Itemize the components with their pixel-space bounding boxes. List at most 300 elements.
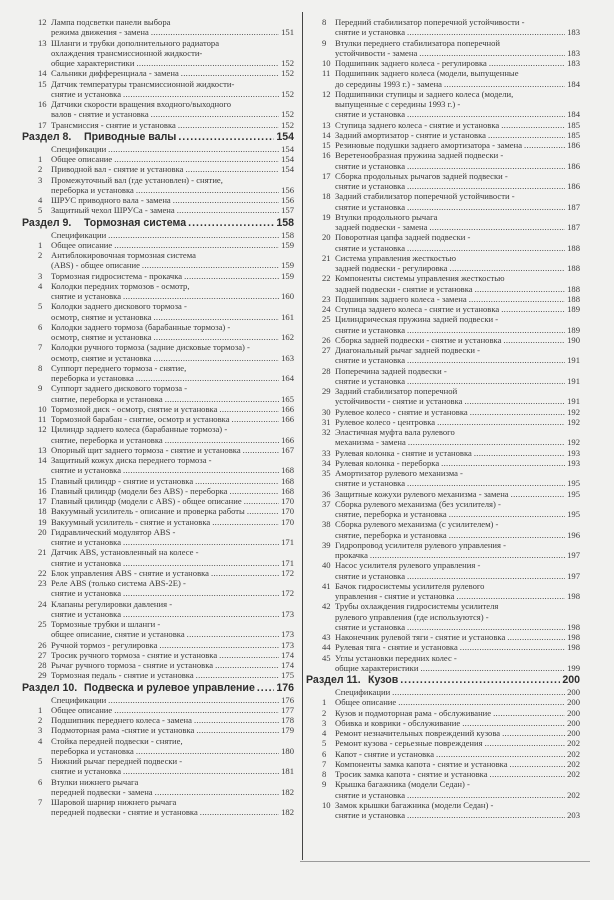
entry-line: [38, 486, 294, 496]
entry-line: [38, 164, 294, 174]
entry-page: 193: [567, 447, 580, 458]
dot-leader: [501, 120, 565, 130]
dot-leader: [407, 810, 565, 820]
dot-leader: [407, 571, 565, 581]
toc-entry: [322, 759, 580, 769]
toc-entry: [322, 581, 580, 602]
entry-text: Блок управления ABS - снятие и установка: [51, 567, 209, 578]
entry-line: [322, 243, 580, 253]
entry-line: [38, 185, 294, 195]
entry-text: снятие и установка: [51, 465, 122, 476]
toc-entry: [38, 725, 294, 735]
dot-leader: [470, 407, 565, 417]
entry-number: 3: [322, 717, 327, 728]
toc-entry: [38, 99, 294, 120]
toc-entry: [322, 407, 580, 417]
entry-number: 9: [322, 37, 327, 48]
entry-number: 20: [38, 526, 47, 537]
entry-text: Шланги и трубки дополнительного радиатора: [51, 37, 220, 48]
entry-number: 2: [322, 707, 327, 718]
dot-leader: [151, 27, 279, 37]
entry-line: [38, 578, 294, 588]
toc-entry: [322, 150, 580, 171]
entry-text: Обивка и коврики - обслуживание: [335, 717, 461, 728]
entry-text: снятие и установка: [335, 570, 406, 581]
entry-line: [38, 777, 294, 787]
entry-number: 18: [322, 191, 331, 202]
entry-page: 175: [281, 670, 294, 681]
entry-number: 16: [322, 150, 331, 161]
dot-leader: [219, 404, 279, 414]
dot-leader: [489, 58, 565, 68]
toc-entry: [322, 800, 580, 821]
toc-entry: [38, 271, 294, 281]
entry-page: 182: [281, 807, 294, 818]
entry-line: [322, 509, 580, 519]
entry-line: [38, 404, 294, 414]
entry-line: [38, 312, 294, 322]
entry-page: 188: [567, 293, 580, 304]
dot-leader: [153, 312, 279, 322]
entry-line: [38, 715, 294, 725]
entry-text: Амортизатор рулевого механизма -: [335, 468, 463, 478]
entry-text: Рулевая колонка - снятие и установка: [335, 447, 472, 458]
entry-number: 3: [38, 725, 43, 736]
dot-leader: [449, 509, 565, 519]
entry-page: 161: [281, 311, 294, 322]
toc-entry: [322, 468, 580, 489]
entry-line: [322, 810, 580, 820]
toc-entry: [38, 640, 294, 650]
entry-page: 195: [567, 478, 580, 489]
entry-text: общее описание, снятие и установка: [51, 629, 185, 640]
toc-entry: [38, 506, 294, 516]
dot-leader: [123, 537, 279, 547]
entry-line: [322, 335, 580, 345]
entry-number: 15: [38, 78, 47, 89]
dot-leader: [407, 243, 565, 253]
toc-entry: [38, 527, 294, 548]
entry-text: Спецификации: [51, 143, 107, 154]
entry-page: 168: [281, 475, 294, 486]
toc-entry: [322, 130, 580, 140]
entry-text: Стойка передней подвески - снятие,: [51, 735, 183, 746]
entry-number: 32: [322, 427, 331, 437]
toc-entry: [38, 705, 294, 715]
entry-page: 198: [567, 591, 580, 601]
toc-entry: [38, 154, 294, 164]
entry-text: Общее описание: [51, 154, 113, 164]
entry-line: [38, 230, 294, 240]
dot-leader: [123, 588, 279, 598]
section-heading: [22, 130, 294, 144]
bottom-rule: [300, 861, 590, 862]
dot-leader: [136, 746, 279, 756]
dot-leader: [188, 216, 274, 230]
entry-line: [322, 17, 580, 27]
entry-text: Шаровой шарнир нижнего рычага: [51, 797, 177, 807]
entry-text: снятие и установка: [335, 478, 406, 489]
toc-entry: [322, 253, 580, 274]
entry-text: снятие и установка: [335, 27, 406, 38]
dot-leader: [510, 759, 566, 769]
dot-leader: [407, 181, 565, 191]
toc-entry: [322, 232, 580, 253]
entry-number: 19: [322, 211, 331, 222]
toc-entry: [38, 120, 294, 130]
entry-text: ШРУС приводного вала - замена: [51, 195, 171, 205]
entry-number: 5: [322, 738, 327, 749]
toc-entry: [38, 322, 294, 343]
entry-text: передней подвески - замена: [51, 786, 153, 797]
entry-line: [38, 435, 294, 445]
entry-text: Спецификации: [51, 694, 107, 705]
entry-page: 202: [567, 748, 580, 759]
entry-text: снятие и установка: [335, 621, 406, 632]
entry-page: 186: [567, 140, 580, 150]
entry-line: [38, 240, 294, 250]
entry-text: Нижний рычаг передней подвески -: [51, 756, 183, 766]
entry-text: Колодки заднего тормоза (барабанные тормоза) -: [51, 321, 231, 332]
entry-number: 27: [38, 649, 47, 660]
dot-leader: [200, 807, 279, 817]
entry-number: 24: [38, 598, 47, 609]
entry-text: Задний стабилизатор поперечной устойчивости -: [335, 191, 515, 202]
entry-number: 40: [322, 560, 331, 571]
toc-entry: [322, 779, 580, 800]
entry-page: 187: [567, 222, 580, 232]
entry-text: прокачка: [335, 550, 368, 560]
toc-entry: [322, 653, 580, 674]
entry-text: Компоненты замка капота - снятие и установка: [335, 758, 508, 769]
toc-entry: [38, 777, 294, 798]
entry-text: Задний стабилизатор поперечной: [335, 386, 458, 396]
entry-line: [38, 301, 294, 311]
entry-text: механизма - замена: [335, 437, 406, 448]
entry-number: 24: [322, 304, 331, 314]
dot-leader: [502, 728, 565, 738]
entry-line: [322, 728, 580, 738]
toc-entry: [38, 756, 294, 777]
entry-number: [322, 687, 335, 697]
entry-text: управления - снятие и установка: [335, 591, 455, 601]
entry-page: 200: [567, 707, 580, 718]
entry-number: 9: [38, 383, 43, 394]
dot-leader: [511, 489, 565, 499]
entry-page: 189: [567, 324, 580, 335]
dot-leader: [136, 373, 279, 383]
entry-number: 11: [38, 414, 47, 424]
dot-leader: [444, 79, 565, 89]
dot-leader: [247, 506, 279, 516]
entry-line: [322, 687, 580, 697]
entry-page: 154: [281, 154, 294, 164]
entry-number: 2: [38, 715, 43, 725]
entry-number: 12: [38, 17, 47, 27]
entry-page: 173: [281, 608, 294, 619]
dot-leader: [474, 448, 565, 458]
entry-text: Сборка продольных рычагов задней подвески -: [335, 170, 508, 181]
entry-text: снятие, переборка и установка: [335, 509, 447, 519]
toc-entry: [38, 79, 294, 100]
toc-entry: [38, 175, 294, 196]
dot-leader: [108, 695, 279, 705]
entry-page: 179: [281, 725, 294, 736]
toc-entry: [38, 404, 294, 414]
entry-text: Сборка рулевого механизма (без усилителя) -: [335, 498, 501, 509]
entry-page: 198: [567, 642, 580, 653]
toc-entry: [38, 670, 294, 680]
entry-number: [38, 695, 51, 705]
entry-page: 190: [567, 334, 580, 345]
entry-text: Суппорт заднего дискового тормоза -: [51, 383, 188, 394]
dot-leader: [181, 68, 279, 78]
entry-page: 188: [567, 283, 580, 294]
entry-number: 1: [38, 154, 43, 164]
entry-page: 172: [281, 567, 294, 578]
toc-column-right: [306, 17, 580, 820]
dot-leader: [488, 130, 565, 140]
toc-entry: [38, 578, 294, 599]
dot-leader: [507, 632, 565, 642]
dot-leader: [407, 622, 565, 632]
entry-text: Насос усилителя рулевого управления -: [335, 560, 481, 571]
toc-entry: [322, 68, 580, 89]
entry-page: 200: [567, 728, 580, 738]
entry-text: Тормозные трубки и шланги -: [51, 619, 161, 629]
entry-line: [38, 736, 294, 746]
entry-number: 2: [38, 250, 43, 260]
entry-page: 183: [567, 27, 580, 38]
entry-text: осмотр, снятие и установка: [51, 352, 152, 363]
entry-line: [38, 38, 294, 48]
dot-leader: [392, 687, 565, 697]
entry-line: [38, 476, 294, 486]
section-page: 176: [276, 681, 294, 694]
toc-entry: [322, 769, 580, 779]
toc-entry: [38, 383, 294, 404]
entry-text: общие характеристики: [335, 662, 419, 673]
entry-text: Ремонт кузова - серьезные повреждения: [335, 738, 483, 749]
entry-number: 39: [322, 539, 331, 550]
entry-page: 186: [567, 160, 580, 171]
entry-line: [322, 58, 580, 68]
entry-line: [38, 558, 294, 568]
entry-line: [322, 273, 580, 283]
entry-line: [38, 394, 294, 404]
entry-line: [38, 205, 294, 215]
entry-page: 200: [567, 687, 580, 697]
entry-line: [322, 68, 580, 78]
dot-leader: [136, 58, 279, 68]
entry-text: Антиблокировочная тормозная система: [51, 250, 196, 260]
entry-text: Датчики скорости вращения входного/выходного: [51, 99, 231, 109]
entry-page: 188: [567, 242, 580, 253]
dot-leader: [407, 109, 565, 119]
entry-text: Ремонт незначительных повреждений кузова: [335, 728, 501, 738]
dot-leader: [219, 650, 279, 660]
entry-text: снятие и установка: [335, 324, 406, 335]
entry-text: Передний стабилизатор поперечной устойчивости -: [335, 17, 525, 27]
entry-page: 189: [567, 304, 580, 314]
entry-page: 182: [281, 786, 294, 797]
toc-entry: [322, 448, 580, 458]
dot-leader: [195, 476, 279, 486]
dot-leader: [123, 766, 279, 776]
entry-page: 164: [281, 373, 294, 383]
entry-number: 21: [38, 547, 47, 558]
entry-line: [322, 499, 580, 509]
entry-text: рулевого управления (где используются) -: [335, 611, 489, 622]
entry-page: 191: [567, 375, 580, 386]
entry-text: осмотр, снятие и установка: [51, 311, 152, 322]
entry-page: 165: [281, 393, 294, 404]
entry-number: 8: [322, 769, 327, 779]
entry-line: [38, 281, 294, 291]
toc-entry: [322, 273, 580, 294]
entry-number: 14: [38, 455, 47, 465]
entry-page: 159: [281, 270, 294, 281]
entry-line: [322, 779, 580, 789]
dot-leader: [114, 154, 279, 164]
entry-number: 20: [322, 232, 331, 243]
entry-number: 1: [322, 697, 327, 708]
entry-page: 178: [281, 715, 294, 725]
toc-entry: [38, 568, 294, 578]
entry-text: передней подвески - снятие и установка: [51, 807, 198, 818]
dot-leader: [230, 486, 280, 496]
entry-line: [322, 99, 580, 109]
section-title: Кузов: [368, 674, 399, 686]
entry-text: Лампа подсветки панели выбора: [51, 17, 171, 27]
entry-page: 152: [281, 68, 294, 79]
entry-line: [38, 619, 294, 629]
entry-page: 152: [281, 109, 294, 120]
entry-text: переборка и установка: [51, 373, 134, 383]
entry-text: Цилиндр заднего колеса (барабанные тормоза) -: [51, 424, 228, 435]
entry-page: 159: [281, 239, 294, 250]
entry-line: [38, 79, 294, 89]
entry-text: задней подвески - снятие и установка: [335, 283, 473, 294]
entry-page: 198: [567, 632, 580, 642]
section-label: Раздел 9.: [22, 216, 72, 229]
dot-leader: [524, 140, 565, 150]
column-divider: [302, 12, 303, 860]
entry-line: [38, 660, 294, 670]
entry-text: Датчик температуры трансмиссионной жидкости-: [51, 78, 235, 89]
toc-entry: [322, 718, 580, 728]
entry-page: 170: [281, 516, 294, 527]
entry-line: [38, 17, 294, 27]
dot-leader: [407, 355, 565, 365]
entry-text: Гидропровод усилителя рулевого управления -: [335, 539, 506, 550]
entry-number: 1: [38, 704, 43, 715]
entry-number: 3: [38, 174, 43, 185]
toc-entry: [322, 601, 580, 632]
entry-number: 22: [322, 273, 331, 284]
entry-text: Защитные кожухи рулевого механизма - замена: [335, 488, 509, 499]
entry-line: [322, 417, 580, 427]
toc-entry: [38, 250, 294, 271]
toc-entry: [322, 427, 580, 448]
entry-line: [322, 478, 580, 488]
entry-number: 4: [38, 280, 43, 291]
entry-line: [322, 222, 580, 232]
entry-number: 44: [322, 642, 331, 653]
entry-number: 14: [38, 68, 47, 79]
entry-number: 4: [322, 728, 327, 738]
entry-line: [38, 109, 294, 119]
dot-leader: [501, 304, 565, 314]
entry-line: [38, 670, 294, 680]
entry-line: [38, 144, 294, 154]
entry-text: Подшипники ступицы и заднего колеса (модели,: [335, 88, 514, 99]
entry-line: [322, 489, 580, 499]
entry-text: Поперечина задней подвески -: [335, 365, 447, 376]
section-heading: [22, 216, 294, 230]
entry-text: Крышка багажника (модели Седан) -: [335, 779, 470, 790]
dot-leader: [159, 640, 279, 650]
entry-line: [322, 284, 580, 294]
entry-text: Опорный щит заднего тормоза - снятие и установка: [51, 444, 241, 455]
entry-text: Диагональный рычаг задней подвески -: [335, 345, 480, 355]
entry-line: [38, 175, 294, 185]
dot-leader: [178, 130, 274, 144]
entry-page: 156: [281, 184, 294, 195]
entry-line: [322, 140, 580, 150]
entry-line: [38, 629, 294, 639]
entry-text: Трансмиссия - снятие и установка: [51, 119, 176, 130]
entry-line: [38, 695, 294, 705]
dot-leader: [408, 437, 565, 447]
entry-number: 6: [38, 776, 43, 787]
entry-line: [322, 366, 580, 376]
entry-page: 167: [281, 444, 294, 455]
entry-line: [322, 769, 580, 779]
entry-number: 33: [322, 447, 331, 458]
dot-leader: [136, 185, 279, 195]
entry-number: 5: [38, 301, 43, 312]
entry-text: Сборка задней подвески - снятие и установка: [335, 334, 502, 345]
entry-text: снятие и установка: [51, 537, 122, 547]
entry-page: 192: [567, 416, 580, 427]
entry-line: [322, 458, 580, 468]
entry-line: [38, 705, 294, 715]
entry-line: [322, 540, 580, 550]
entry-line: [38, 599, 294, 609]
dot-leader: [244, 496, 279, 506]
dot-leader: [407, 27, 565, 37]
entry-line: [38, 787, 294, 797]
entry-number: 42: [322, 601, 331, 612]
dot-leader: [407, 478, 565, 488]
entry-text: Тросик ручного тормоза - снятие и установка: [51, 649, 218, 660]
entry-page: 181: [281, 766, 294, 777]
entry-line: [38, 363, 294, 373]
entry-number: 15: [38, 475, 47, 486]
entry-number: 38: [322, 519, 331, 530]
entry-text: устойчивости - снятие и установка: [335, 396, 463, 407]
entry-page: 152: [281, 58, 294, 68]
entry-page: 171: [281, 537, 294, 547]
dot-leader: [196, 670, 279, 680]
entry-line: [322, 202, 580, 212]
entry-text: Ступица заднего колеса - снятие и установка: [335, 304, 500, 314]
entry-line: [322, 191, 580, 201]
entry-text: Тормозной барабан - снятие, осмотр и установка: [51, 414, 230, 424]
entry-text: Рулевая тяга - снятие и установка: [335, 642, 458, 653]
entry-line: [322, 232, 580, 242]
